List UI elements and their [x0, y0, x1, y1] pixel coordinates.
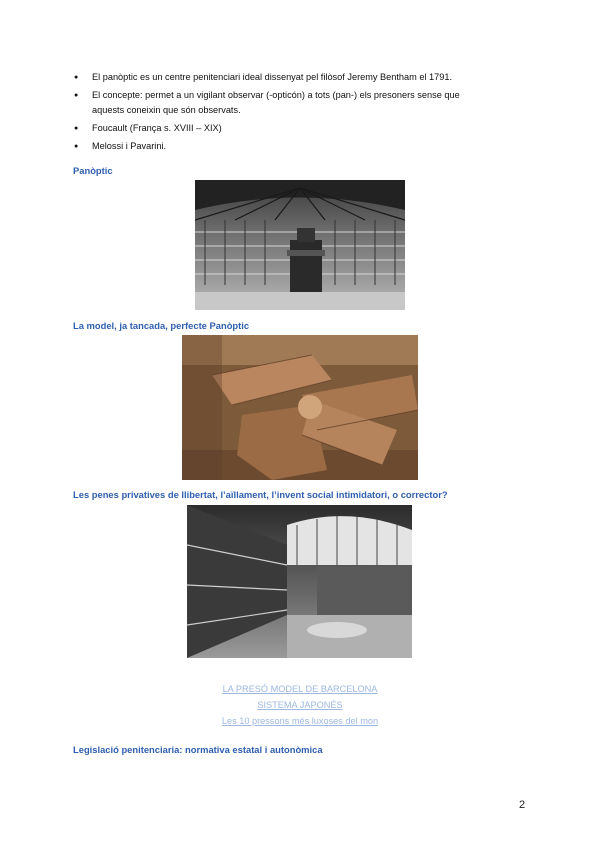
heading-model: La model, ja tancada, perfecte Panòptic — [73, 320, 250, 331]
bullet-dot: ● — [74, 125, 79, 132]
bullet-text-continued: aquests coneixin que són observats. — [92, 105, 241, 115]
heading-legislacio: Legislació penitenciaria: normativa estatal i autonòmica — [73, 744, 323, 755]
prison-gallery-photo — [187, 505, 412, 658]
bullet-dot: ● — [74, 143, 79, 150]
model-prison-aerial-photo — [182, 335, 418, 480]
bullet-list — [74, 70, 532, 157]
bullet-text: El panòptic es un centre penitenciari ideal dissenyat pel filòsof Jeremy Bentham el 1791. — [92, 72, 453, 82]
link-sistema-japones[interactable]: SISTEMA JAPONÉS — [257, 700, 343, 710]
link-10-presons[interactable]: Les 10 pressons més luxoses del mon — [221, 716, 379, 726]
bullet-item — [74, 121, 532, 136]
bullet-dot: ● — [74, 92, 79, 99]
bullet-item — [74, 88, 532, 118]
link-list — [0, 681, 600, 729]
heading-penes: Les penes privatives de llibertat, l’aïllament, l’invent social intimidatori, o corrector? — [73, 489, 448, 500]
bullet-text: Foucault (França s. XVIII – XIX) — [92, 123, 222, 133]
panopticon-interior-photo — [195, 180, 405, 310]
bullet-text: El concepte: permet a un vigilant observar (-opticón) a tots (pan-) els presoners sense que — [92, 90, 460, 100]
page-number: 2 — [519, 799, 526, 811]
bullet-item — [74, 70, 532, 85]
bullet-item — [74, 139, 532, 154]
bullet-dot: ● — [74, 74, 79, 81]
heading-panoptic: Panòptic — [73, 165, 113, 176]
bullet-text: Melossi i Pavarini. — [92, 141, 167, 151]
link-preso-model[interactable]: LA PRESÓ MODEL DE BARCELONA — [222, 684, 378, 694]
